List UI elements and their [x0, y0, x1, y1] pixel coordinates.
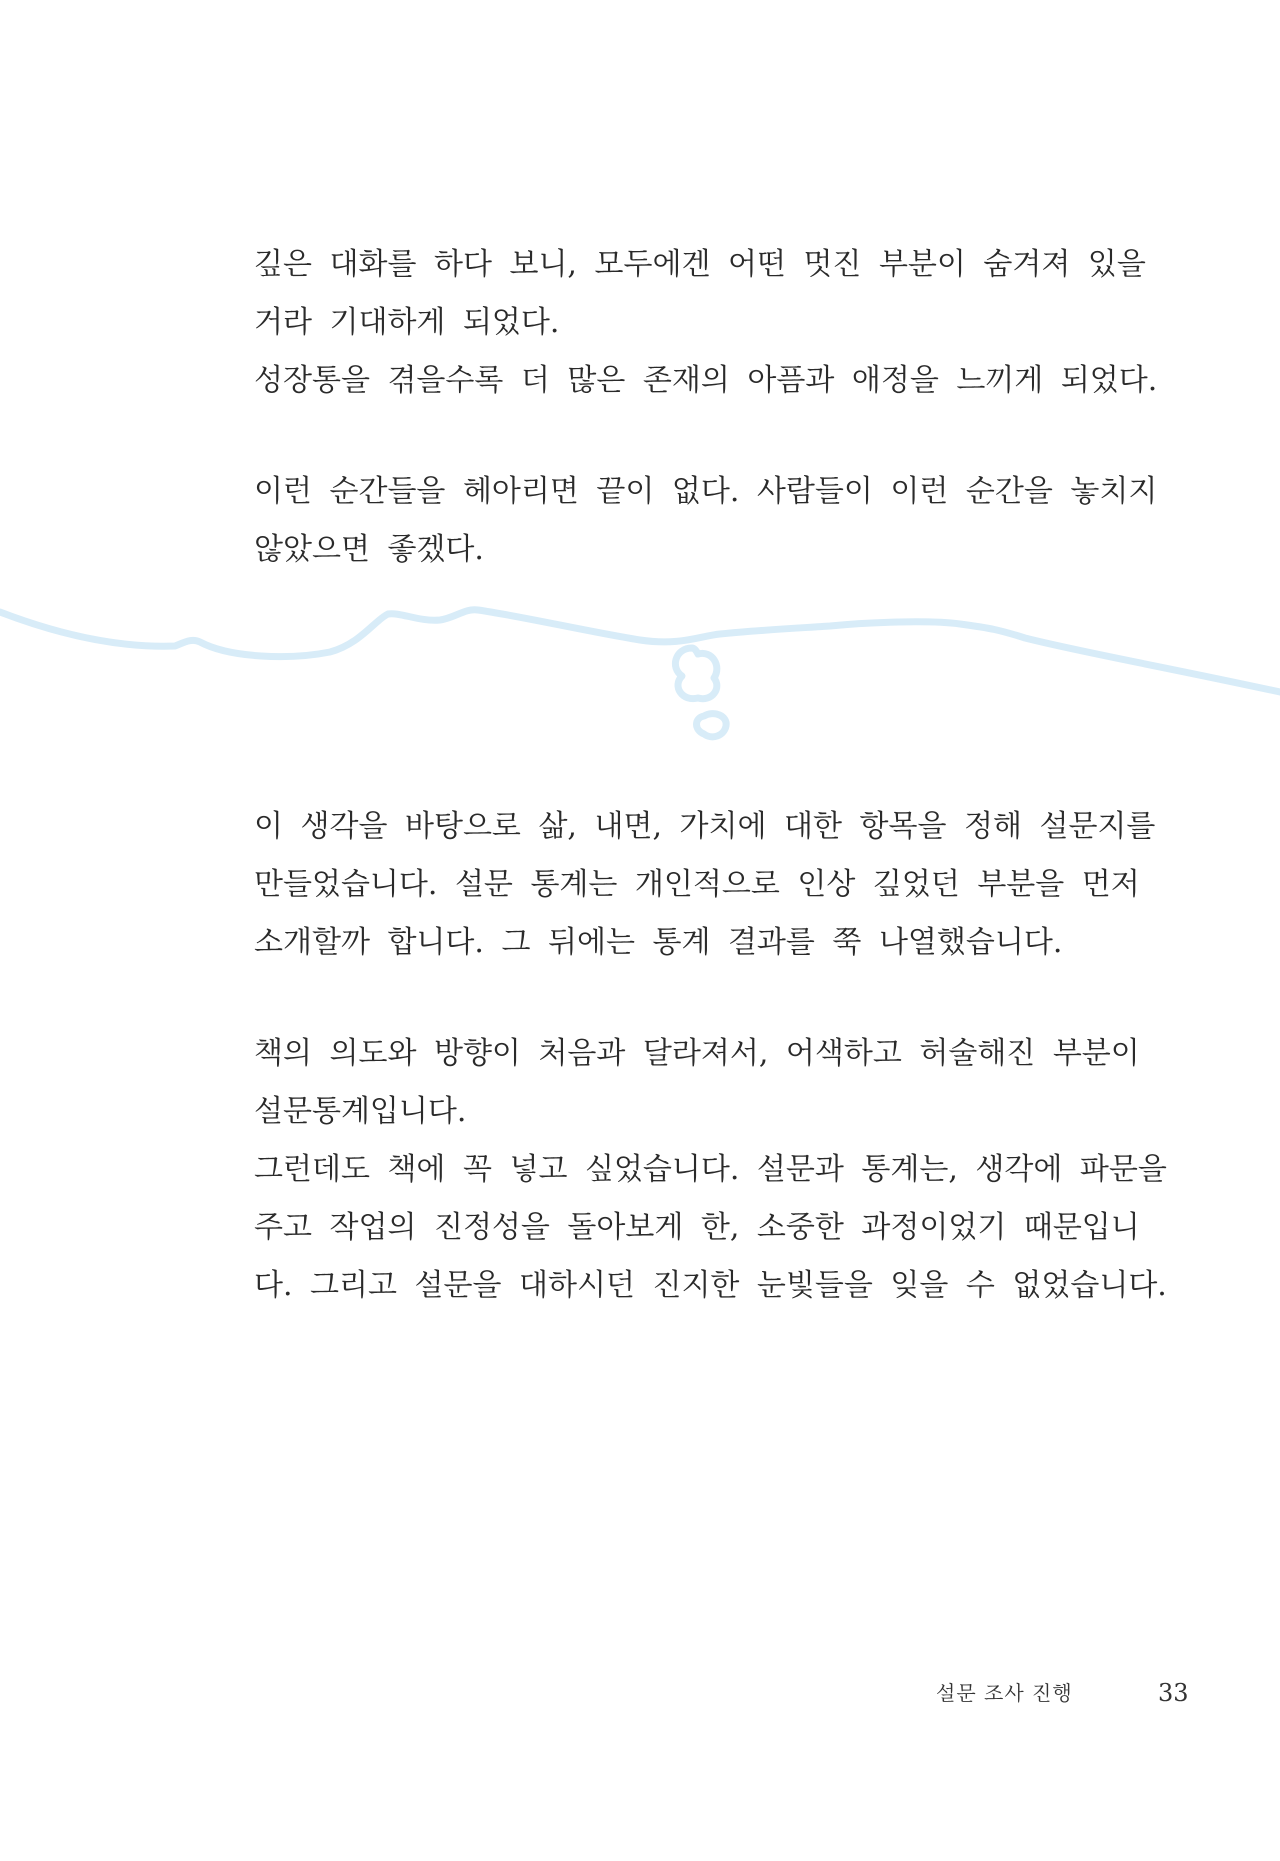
- paragraph-line: 깊은 대화를 하다 보니, 모두에겐 어떤 멋진 부분이 숨겨져 있을: [254, 247, 1146, 282]
- cloud-divider-illustration: [0, 580, 1280, 760]
- paragraph-line: 설문통계입니다.: [254, 1094, 467, 1129]
- paragraph-line: 다. 그리고 설문을 대하시던 진지한 눈빛들을 잊을 수 없었습니다.: [254, 1268, 1167, 1303]
- paragraph-line: 이런 순간들을 헤아리면 끝이 없다. 사람들이 이런 순간을 놓치지: [254, 474, 1158, 509]
- page-number: 33: [1158, 1679, 1189, 1707]
- paragraph-line: 그런데도 책에 꼭 넣고 싶었습니다. 설문과 통계는, 생각에 파문을: [254, 1152, 1167, 1187]
- paragraph-line: 만들었습니다. 설문 통계는 개인적으로 인상 깊었던 부분을 먼저: [254, 867, 1140, 902]
- paragraph-line: 않았으면 좋겠다.: [254, 532, 484, 567]
- paragraph-4: [254, 1025, 1167, 1315]
- paragraph-line: 주고 작업의 진정성을 돌아보게 한, 소중한 과정이었기 때문입니: [254, 1210, 1140, 1245]
- paragraph-line: 소개할까 합니다. 그 뒤에는 통계 결과를 쭉 나열했습니다.: [254, 925, 1063, 960]
- paragraph-line: 거라 기대하게 되었다.: [254, 305, 560, 340]
- running-footer-title: 설문 조사 진행: [936, 1681, 1073, 1705]
- paragraph-line: 이 생각을 바탕으로 삶, 내면, 가치에 대한 항목을 정해 설문지를: [254, 809, 1156, 844]
- paragraph-line: 책의 의도와 방향이 처음과 달라져서, 어색하고 허술해진 부분이: [254, 1036, 1140, 1071]
- paragraph-line: 성장통을 겪을수록 더 많은 존재의 아픔과 애정을 느끼게 되었다.: [254, 363, 1158, 398]
- paragraph-2: [254, 463, 1158, 579]
- paragraph-1: [254, 236, 1158, 410]
- paragraph-3: [254, 798, 1156, 972]
